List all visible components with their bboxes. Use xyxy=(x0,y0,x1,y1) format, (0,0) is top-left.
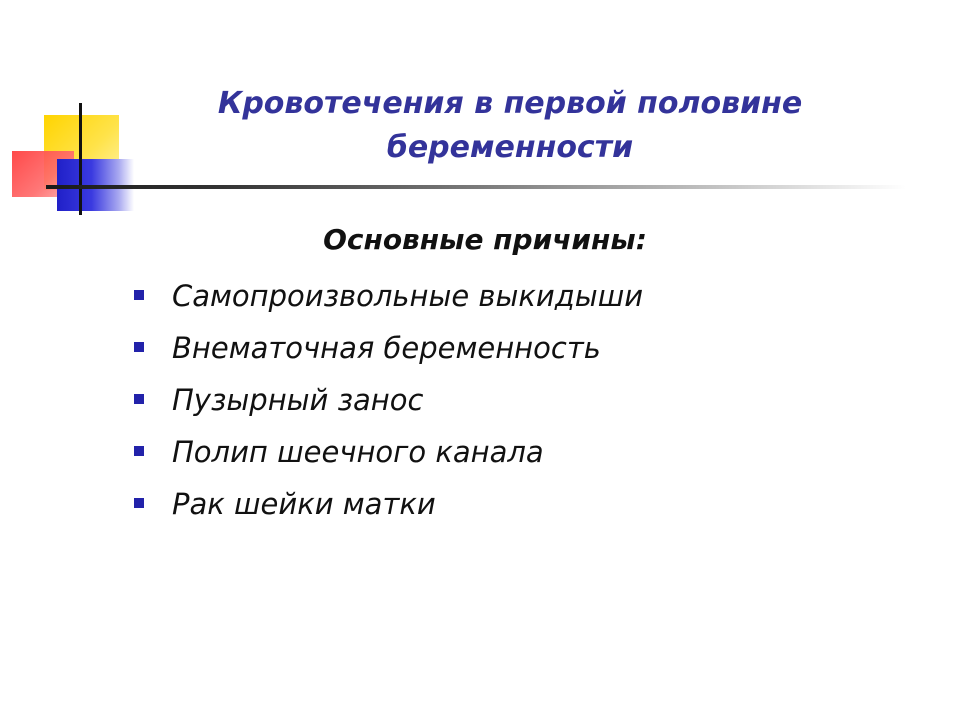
list-item-label: Рак шейки матки xyxy=(172,487,436,521)
list-item xyxy=(134,478,914,530)
list-item-label: Полип шеечного канала xyxy=(172,435,544,469)
square-bullet-icon xyxy=(134,290,144,300)
title-underline-divider xyxy=(46,185,906,189)
decorative-vertical-line xyxy=(79,103,82,215)
list-item xyxy=(134,426,914,478)
causes-list xyxy=(134,270,914,530)
list-item-label: Пузырный занос xyxy=(172,383,424,417)
list-item xyxy=(134,374,914,426)
list-item xyxy=(134,270,914,322)
square-bullet-icon xyxy=(134,498,144,508)
slide-subtitle: Основные причины: xyxy=(323,223,647,256)
list-item xyxy=(134,322,914,374)
slide-title: Кровотечения в первой половине беременности xyxy=(217,86,803,165)
list-item-label: Внематочная беременность xyxy=(172,331,601,365)
square-bullet-icon xyxy=(134,446,144,456)
list-item-label: Самопроизвольные выкидыши xyxy=(172,279,644,313)
square-bullet-icon xyxy=(134,394,144,404)
square-bullet-icon xyxy=(134,342,144,352)
